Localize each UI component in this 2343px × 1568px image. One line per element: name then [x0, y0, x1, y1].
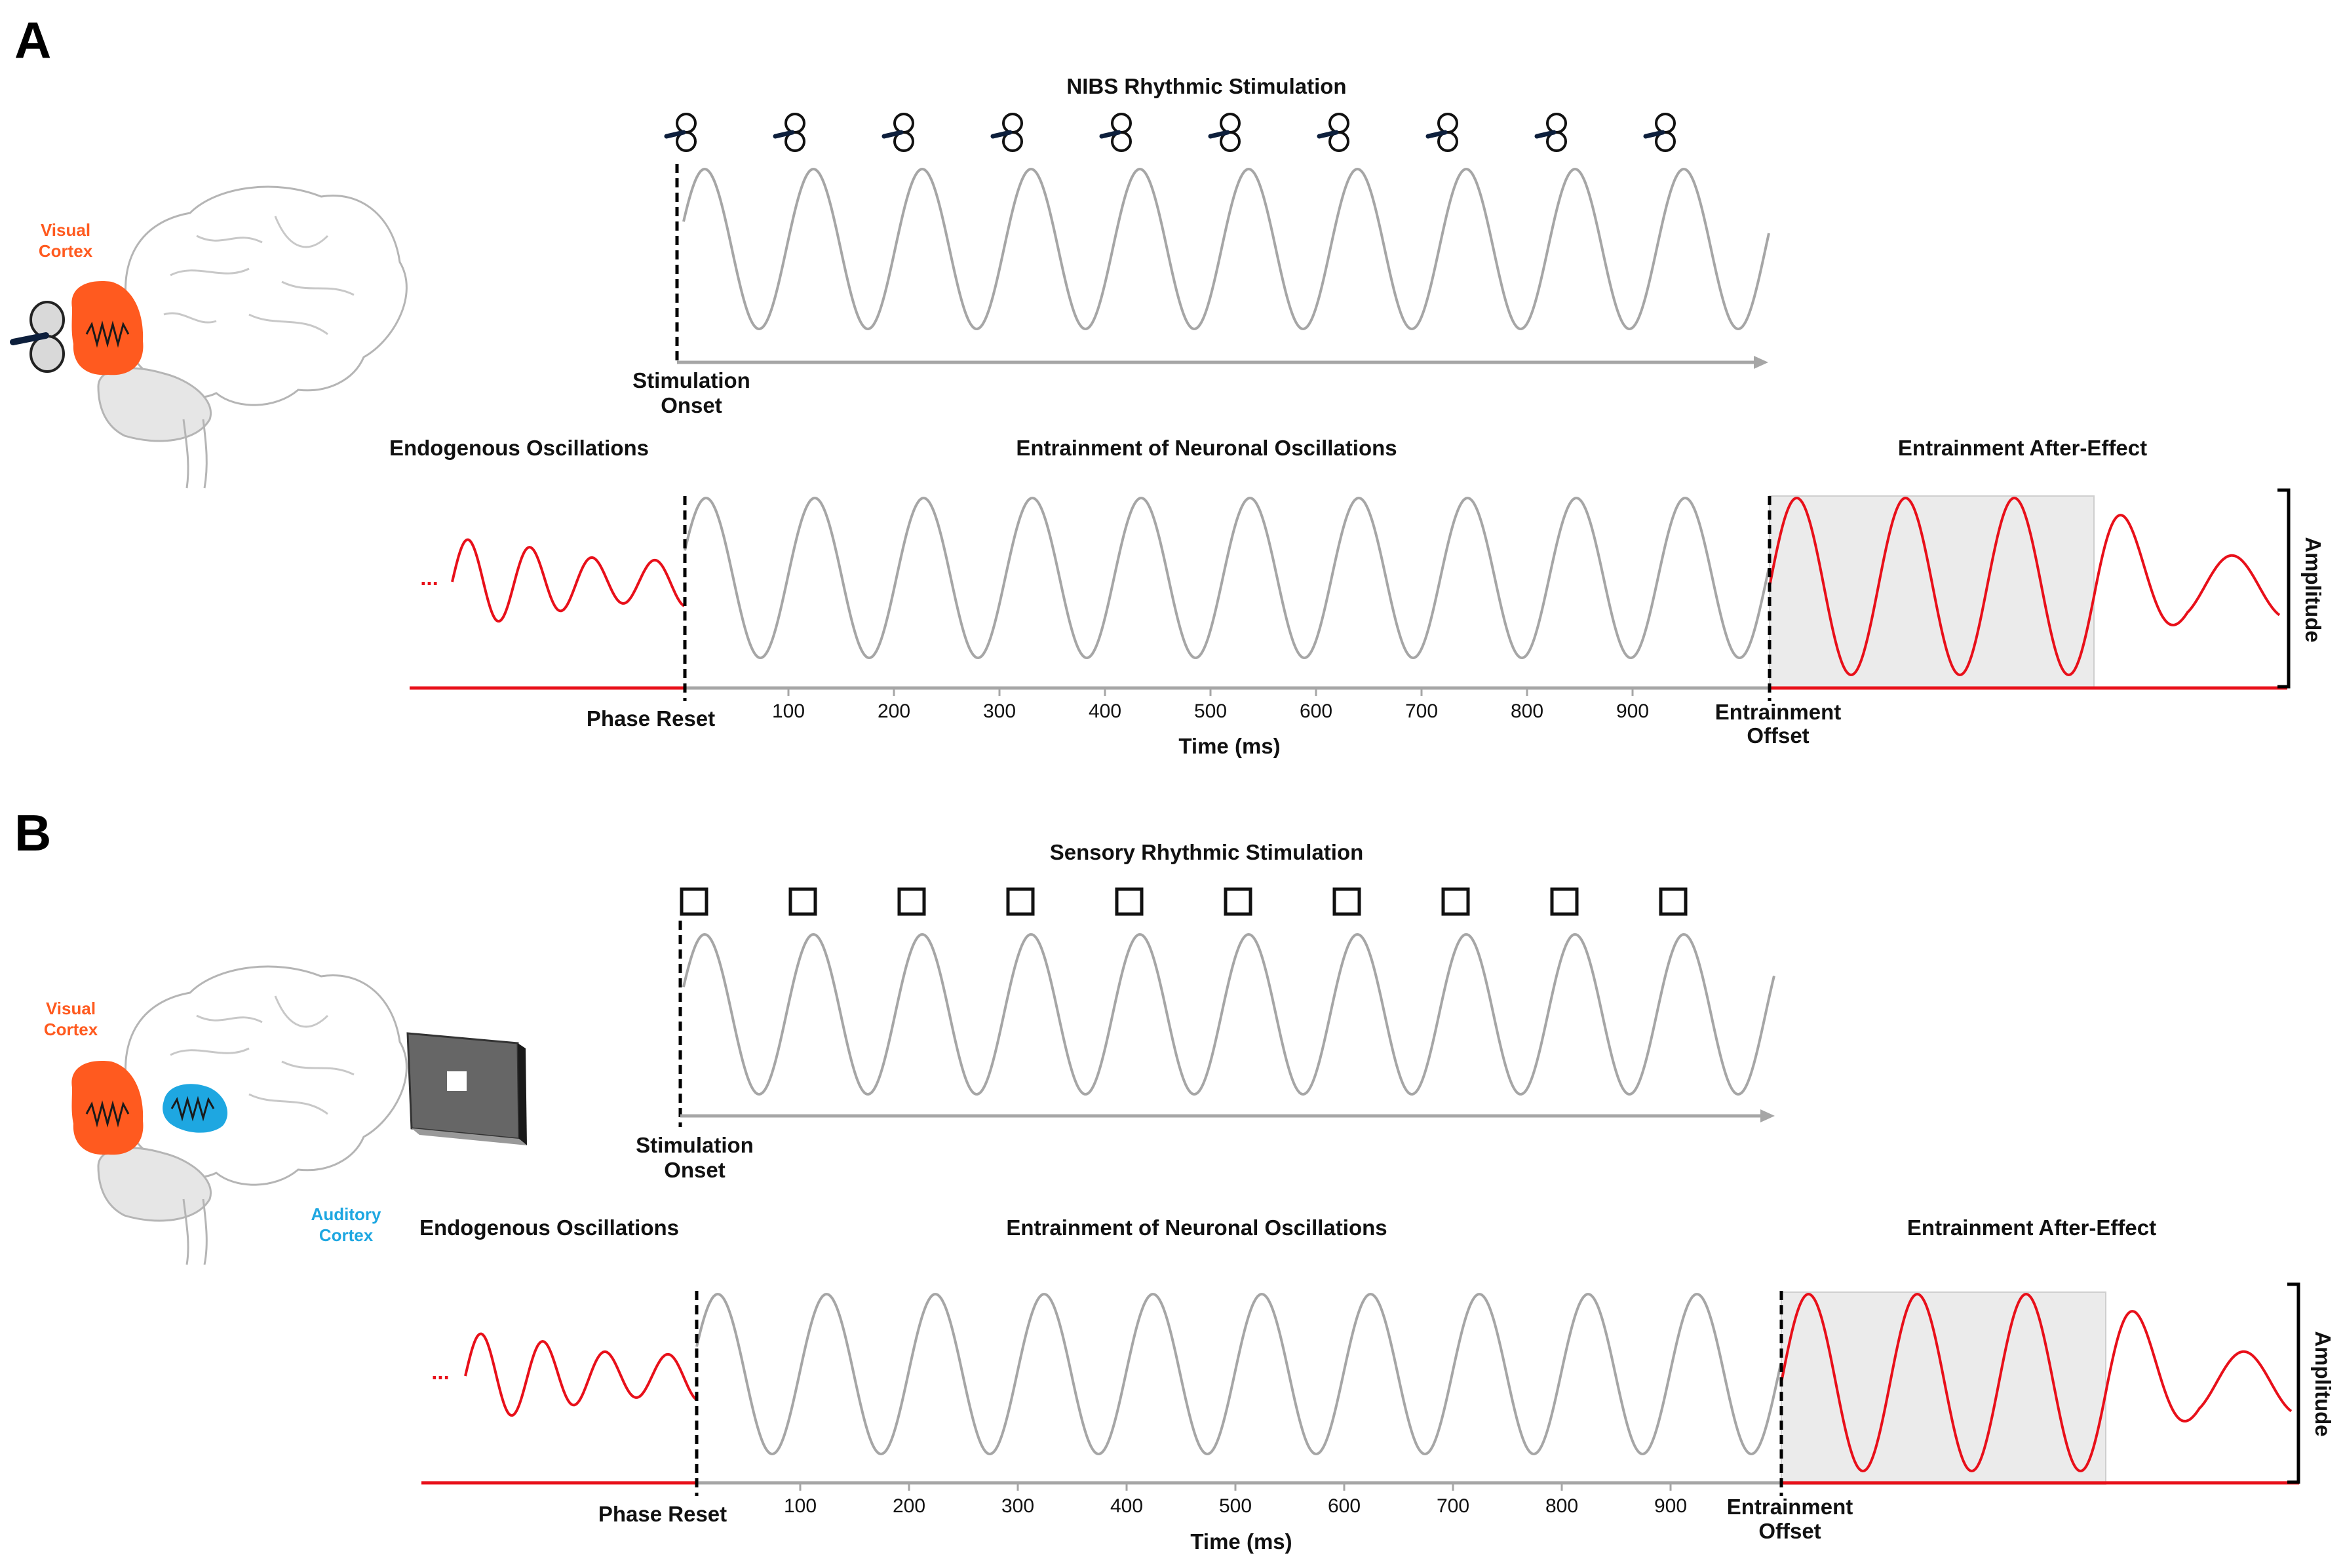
square-stimulus-icon [682, 889, 707, 914]
endogenous-title: Endogenous Oscillations [419, 1215, 680, 1240]
square-stimulus-icon [1226, 889, 1250, 914]
tms-coil-icon [1102, 114, 1131, 151]
brain-outline [125, 966, 406, 1185]
tick-label: 300 [1001, 1495, 1035, 1517]
square-stimulus-icon [1661, 889, 1686, 914]
tms-coil-icon [667, 114, 695, 151]
offset-label-line2: Offset [1747, 723, 1810, 748]
endogenous-wave [465, 1334, 696, 1416]
tick-label: 200 [892, 1495, 926, 1517]
endogenous-title: Endogenous Oscillations [389, 436, 649, 460]
tick-label: 400 [1110, 1495, 1144, 1517]
phase-reset-label: Phase Reset [598, 1502, 727, 1526]
brain-illustration [13, 187, 406, 488]
tms-coil-icon [775, 114, 804, 151]
tick-label: 500 [1193, 700, 1228, 722]
ellipsis: ... [431, 1360, 450, 1384]
tms-coil-icon [1537, 114, 1566, 151]
brain-outline [125, 187, 406, 405]
panel-letter: A [14, 11, 52, 69]
square-stimulus-icon [790, 889, 815, 914]
tick-label: 800 [1545, 1495, 1579, 1517]
offset-label-line1: Entrainment [1714, 700, 1842, 724]
amplitude-bracket [2277, 490, 2289, 687]
time-ticks [772, 688, 1649, 722]
amplitude-label: Amplitude [2301, 537, 2325, 643]
tms-coil-icon [884, 114, 913, 151]
tick-label: 700 [1404, 700, 1439, 722]
tms-coil-icon [1319, 114, 1348, 151]
time-ticks [784, 1483, 1687, 1517]
tick-label: 300 [982, 700, 1017, 722]
tick-label: 200 [877, 700, 911, 722]
tick-label: 600 [1299, 700, 1333, 722]
aftereffect-shade [1781, 1292, 2106, 1484]
tick-label: 100 [783, 1495, 817, 1517]
region-label-line1: Visual [40, 220, 91, 240]
entrainment-title: Entrainment of Neuronal Oscillations [1016, 436, 1397, 460]
aftereffect-title: Entrainment After-Effect [1897, 436, 2148, 460]
tms-coil-icon [1210, 114, 1239, 151]
panel-b [14, 804, 2335, 1554]
offset-label-line2: Offset [1758, 1519, 1821, 1543]
square-stimulus-icon [1008, 889, 1033, 914]
time-arrow-head [1760, 1109, 1775, 1122]
endogenous-wave [452, 540, 684, 622]
auditory-label-line2: Cortex [319, 1225, 374, 1245]
tms-coil-icon [1646, 114, 1675, 151]
brain-illustration [44, 966, 407, 1265]
tick-label: 400 [1088, 700, 1122, 722]
x-axis-label: Time (ms) [1178, 734, 1281, 758]
tms-coil-icon [13, 302, 64, 372]
region-label-line2: Cortex [43, 1020, 98, 1039]
entrainment-title: Entrainment of Neuronal Oscillations [1006, 1215, 1387, 1240]
offset-label-line1: Entrainment [1726, 1495, 1853, 1519]
onset-label-line2: Onset [664, 1158, 726, 1182]
onset-label-line1: Stimulation [632, 368, 750, 392]
tms-coil-icon [1428, 114, 1457, 151]
aftereffect-title: Entrainment After-Effect [1907, 1215, 2157, 1240]
square-stimulus-icon [899, 889, 924, 914]
region-label-line2: Cortex [38, 241, 93, 261]
stimulation-wave [684, 169, 1769, 329]
region-label-line1: Visual [45, 999, 96, 1018]
amplitude-bracket [2287, 1284, 2298, 1482]
time-arrow-head [1754, 356, 1768, 369]
panel-letter: B [14, 804, 52, 862]
ellipsis: ... [420, 565, 438, 590]
tick-label: 700 [1436, 1495, 1470, 1517]
tick-label: 800 [1510, 700, 1544, 722]
tick-label: 900 [1654, 1495, 1688, 1517]
x-axis-label: Time (ms) [1190, 1529, 1292, 1554]
tick-label: 600 [1327, 1495, 1361, 1517]
square-stimulus-icon [1334, 889, 1359, 914]
aftereffect-shade [1770, 496, 2094, 688]
amplitude-label: Amplitude [2311, 1331, 2335, 1437]
tick-label: 100 [771, 700, 805, 722]
tick-label: 900 [1616, 700, 1650, 722]
entrained-wave [685, 498, 1769, 658]
stim-title: Sensory Rhythmic Stimulation [1049, 840, 1364, 864]
entrained-wave [697, 1294, 1781, 1454]
auditory-label-line1: Auditory [311, 1204, 381, 1224]
square-stimulus-icon [1552, 889, 1577, 914]
panel-a [13, 11, 2325, 758]
stim-pulse-icons [667, 114, 1675, 151]
onset-label-line1: Stimulation [636, 1133, 754, 1157]
onset-label-line2: Onset [661, 393, 722, 417]
square-stimulus-icon [1117, 889, 1142, 914]
square-stimulus-icon [1443, 889, 1468, 914]
monitor-stimulus-icon [408, 1033, 527, 1145]
tms-coil-icon [993, 114, 1022, 151]
stimulation-wave [684, 934, 1774, 1094]
tick-label: 500 [1218, 1495, 1252, 1517]
phase-reset-label: Phase Reset [586, 706, 716, 731]
stim-title: NIBS Rhythmic Stimulation [1066, 74, 1347, 98]
stim-pulse-icons [682, 889, 1686, 914]
